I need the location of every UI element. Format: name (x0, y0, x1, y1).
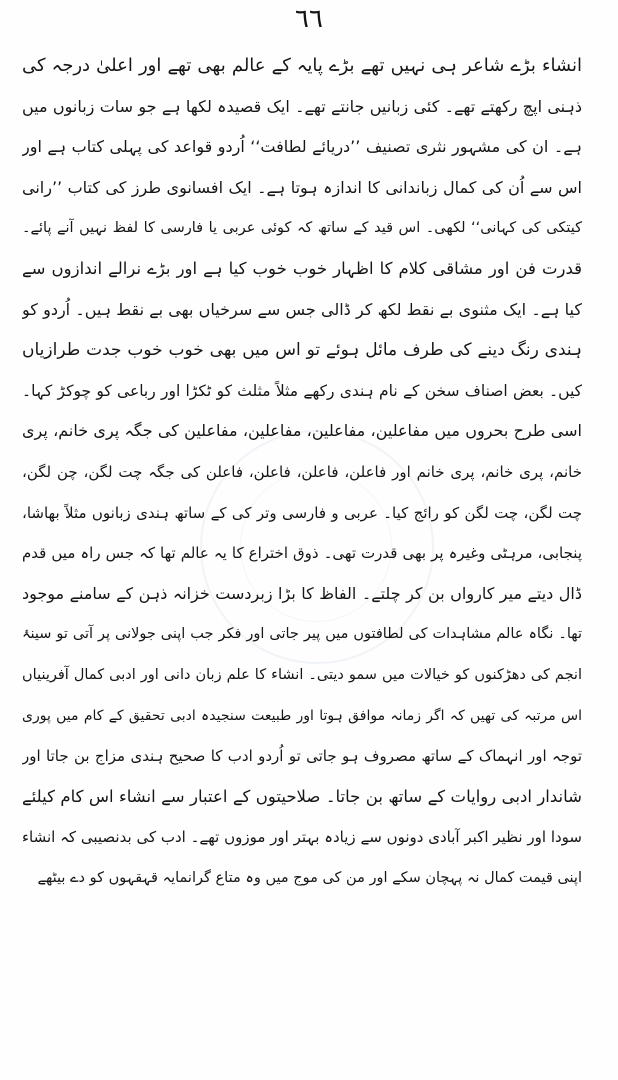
text-line: انجم کی دھڑکنوں کو خیالات میں سمو دیتی۔ انشاء کا علم زبان دانی اور ادبی کمال آفرینیاں (22, 666, 582, 683)
page-body-text (22, 46, 582, 1066)
text-line: شاندار ادبی روایات کے ساتھ بن جاتا۔ صلاحیتوں کے اعتبار سے انشاء اس کام کیلئے (22, 786, 582, 806)
text-line: پنجابی، مرہٹی وغیرہ پر بھی قدرت تھی۔ ذوق اختراع کا یہ عالم تھا کہ جس راہ میں قدم (22, 544, 582, 563)
text-line: ڈال دیتے میر کارواں بن کر چلتے۔ الفاظ کا بڑا زبردست خزانہ ذہن کے سامنے موجود (22, 583, 582, 603)
text-line: انشاء بڑے شاعر ہی نہیں تھے بڑے پایہ کے عالم بھی تھے اور اعلیٰ درجہ کی (22, 55, 582, 76)
text-line: اس مرتبہ کی تھیں کہ اگر زمانہ موافق ہوتا اور طبیعت سنجیدہ ادبی تحقیق کے کام میں پوری (22, 707, 582, 724)
text-line: اسی طرح بحروں میں مفاعلین، مفاعلین، مفاعلین، مفاعلین کی جگہ پری خانم، پری (22, 421, 582, 441)
text-line: خانم، پری خانم، پری خانم اور فاعلن، فاعلن، فاعلن، فاعلن کی جگہ چت لگن، چن لگن، (22, 462, 582, 481)
text-line: تھا۔ نگاہ عالم مشاہدات کی لطافتوں میں پیر جاتی اور فکر جب اپنی جولانی پر آتی تو سینۂ (22, 626, 582, 643)
text-line: اس سے اُن کی کمال زباندانی کا اندازہ ہوتا ہے۔ ایک افسانوی طرز کی کتاب ’’رانی (22, 177, 582, 197)
text-line: ہے۔ ان کی مشہور نثری تصنیف ’’دریائے لطافت‘‘ اُردو قواعد کی پہلی کتاب ہے اور (22, 137, 582, 157)
page-number: ٦٦ (295, 4, 323, 34)
text-line: توجہ اور انہماک کے ساتھ مصروف ہو جاتی تو اُردو ادب کا صحیح ہندی مزاج بن جاتا اور (22, 747, 582, 766)
text-line: کیتکی کی کہانی‘‘ لکھی۔ اس قید کے ساتھ کہ کوئی عربی یا فارسی کا لفظ نہیں آنے پائے۔ (22, 220, 582, 237)
text-line: سودا اور نظیر اکبر آبادی دونوں سے زیادہ بہتر اور موزوں تھے۔ ادب کی بدنصیبی کہ انشاء (22, 828, 582, 847)
text-line: چت لگن، چت لگن کو رائج کیا۔ عربی و فارسی وتر کی کے ساتھ ہندی زبانوں مثلاً بھاشا، (22, 503, 582, 522)
text-line: ذہنی اپچ رکھتے تھے۔ کئی زبانیں جانتے تھے۔ ایک قصیدہ لکھا ہے جو سات زبانوں میں (22, 96, 582, 116)
text-line: کیں۔ بعض اصناف سخن کے نام ہندی رکھے مثلاً مثلث کو ٹکڑا اور رباعی کو چوکڑ کہا۔ (22, 381, 582, 400)
text-line: قدرت فن اور مشاقی کلام کا اظہار خوب خوب کیا ہے اور بڑے نرالے اندازوں سے (22, 258, 582, 278)
text-line: اپنی قیمت کمال نہ پہچان سکے اور من کی موج میں وہ متاع گرانمایہ قہقہوں کو دے بیٹھے (37, 869, 582, 886)
text-line: ہندی رنگ دینے کی طرف مائل ہوئے تو اس میں بھی خوب خوب جدت طرازیاں (22, 340, 582, 361)
text-line: کیا ہے۔ ایک مثنوی بے نقط لکھ کر ڈالی جس سے سرخیاں بھی بے نقط ہیں۔ اُردو کو (22, 299, 582, 319)
